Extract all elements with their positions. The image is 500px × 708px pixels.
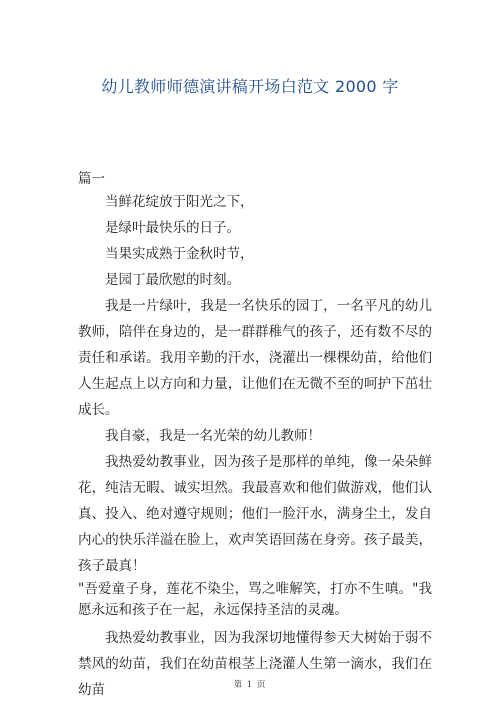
paragraph: 当鲜花绽放于阳光之下， — [105, 194, 254, 210]
paragraph: 我自豪，我是一名光荣的幼儿教师！ — [105, 428, 321, 444]
paragraph: 我热爱幼教事业，因为我深切地懂得参天大树始于弱不禁风的幼苗，我们在幼苗根茎上浇灌人生第一滴水，我们在幼苗 — [78, 630, 432, 698]
page-number: 第 1 页 — [233, 680, 267, 690]
paragraph: 我热爱幼教事业，因为孩子是那样的单纯，像一朵朵鲜花，纯洁无暇、诚实坦然。我最喜欢和他们做游戏，他们认真、投入、绝对遵守规则；他们一脸汗水，满身尘土，发自内心的快乐洋溢在脸上，欢声笑语回荡在身旁。孩子最美，孩子最真！ — [78, 454, 432, 574]
paragraph-quote: "吾爱童子身，莲花不染尘，骂之唯解笑，打亦不生嗔。"我愿永远和孩子在一起，永远保持圣洁的灵魂。 — [78, 581, 432, 618]
paragraph: 是园丁最欣慰的时刻。 — [105, 272, 240, 288]
paragraph: 当果实成熟于金秋时节， — [105, 246, 254, 262]
paragraph: 是绿叶最快乐的日子。 — [105, 220, 240, 236]
section-label: 篇一 — [78, 171, 105, 187]
document-title: 幼儿教师师德演讲稿开场白范文 2000 字 — [101, 77, 399, 96]
paragraph: 我是一片绿叶，我是一名快乐的园丁，一名平凡的幼儿教师，陪伴在身边的，是一群群稚气的孩子，还有数不尽的责任和承诺。我用辛勤的汗水，浇灌出一棵棵幼苗，给他们人生起点上以方向和力量，让他们在无微不至的呵护下茁壮成长。 — [78, 298, 432, 418]
document-body — [78, 189, 432, 703]
